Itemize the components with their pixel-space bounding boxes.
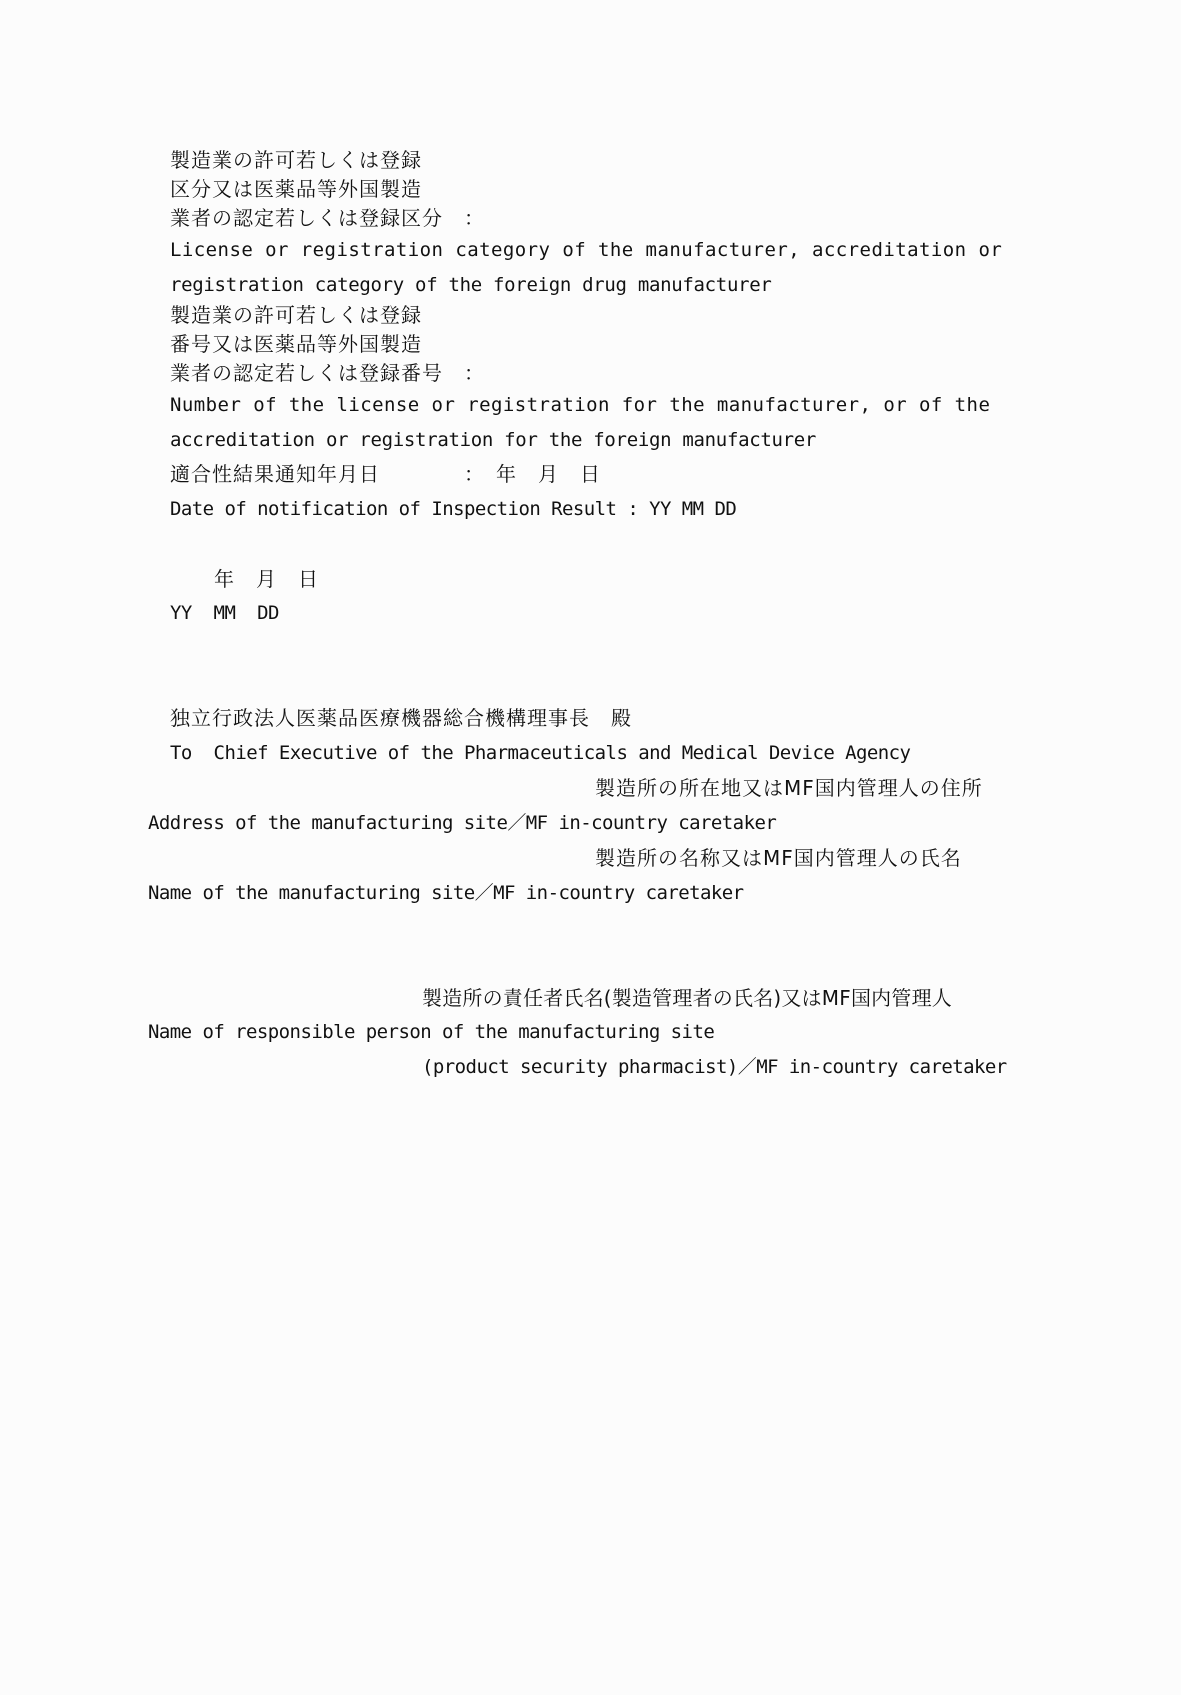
responsible-person-jp: 製造所の責任者氏名(製造管理者の氏名)又はMF国内管理人: [422, 986, 952, 1010]
license-category-jp-line3: 業者の認定若しくは登録区分 ：: [170, 206, 485, 230]
address-en: Address of the manufacturing site／MF in-country caretaker: [148, 812, 777, 834]
name-en: Name of the manufacturing site／MF in-country caretaker: [148, 882, 744, 904]
license-number-en-line1: Number of the license or registration for the manufacturer, or of the: [170, 394, 991, 416]
notification-date-en: Date of notification of Inspection Result : YY MM DD: [170, 498, 737, 520]
license-category-en-line1: License or registration category of the manufacturer, accreditation or: [170, 239, 1003, 261]
license-number-en-line2: accreditation or registration for the foreign manufacturer: [170, 429, 817, 451]
notification-date-jp: 適合性結果通知年月日 ： 年 月 日: [170, 462, 601, 486]
license-category-jp-line2: 区分又は医薬品等外国製造: [170, 177, 422, 201]
responsible-person-en-line2: (product security pharmacist)／MF in-country caretaker: [422, 1056, 1007, 1078]
date-jp: 年 月 日: [214, 567, 319, 591]
responsible-person-en-line1: Name of responsible person of the manufacturing site: [148, 1021, 715, 1043]
license-number-jp-line1: 製造業の許可若しくは登録: [170, 303, 422, 327]
address-jp: 製造所の所在地又はMF国内管理人の住所: [595, 776, 983, 800]
addressee-en: To Chief Executive of the Pharmaceuticals and Medical Device Agency: [170, 742, 911, 764]
license-number-jp-line2: 番号又は医薬品等外国製造: [170, 332, 422, 356]
license-category-jp-line1: 製造業の許可若しくは登録: [170, 148, 422, 172]
name-jp: 製造所の名称又はMF国内管理人の氏名: [595, 846, 962, 870]
license-number-jp-line3: 業者の認定若しくは登録番号 ：: [170, 361, 485, 385]
license-category-en-line2: registration category of the foreign drug manufacturer: [170, 274, 772, 296]
date-en: YY MM DD: [170, 602, 279, 624]
addressee-jp: 独立行政法人医薬品医療機器総合機構理事長 殿: [170, 706, 632, 730]
